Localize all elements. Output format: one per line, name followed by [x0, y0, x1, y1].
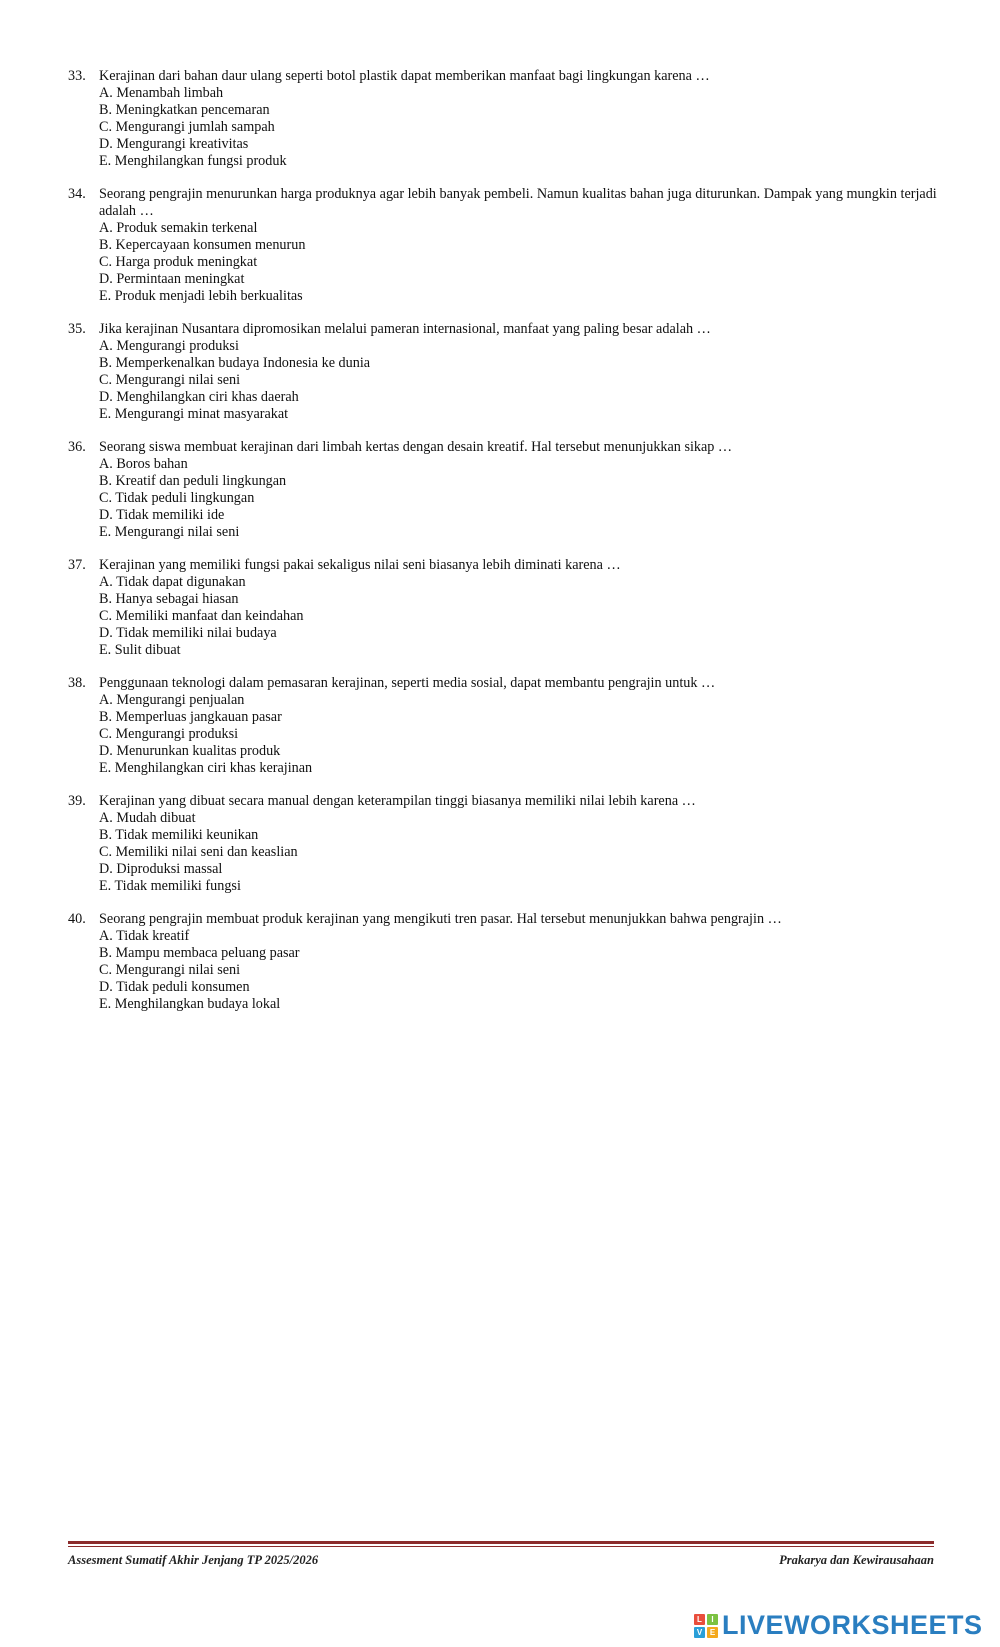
question-text: Kerajinan yang dibuat secara manual dengan keterampilan tinggi biasanya memiliki nilai lebih karena …: [99, 793, 696, 809]
answer-option: C. Mengurangi nilai seni: [99, 372, 241, 388]
question-block: [68, 675, 938, 777]
brand-text: LIVEWORKSHEETS: [722, 1610, 983, 1640]
answer-option: D. Tidak memiliki ide: [99, 507, 225, 523]
answer-option: B. Mampu membaca peluang pasar: [99, 945, 300, 961]
answer-options: [99, 220, 938, 305]
answer-options: [99, 810, 938, 895]
question-block: [68, 439, 938, 541]
answer-option: D. Tidak peduli konsumen: [99, 979, 250, 995]
answer-option: B. Memperluas jangkauan pasar: [99, 709, 282, 725]
answer-option: D. Permintaan meningkat: [99, 271, 245, 287]
answer-option: A. Produk semakin terkenal: [99, 220, 258, 236]
answer-option: A. Mengurangi penjualan: [99, 692, 245, 708]
answer-option: E. Menghilangkan budaya lokal: [99, 996, 281, 1012]
answer-option: D. Tidak memiliki nilai budaya: [99, 625, 277, 641]
answer-option: A. Mudah dibuat: [99, 810, 196, 826]
answer-option: E. Produk menjadi lebih berkualitas: [99, 288, 303, 304]
question-block: [68, 321, 938, 423]
answer-option: C. Harga produk meningkat: [99, 254, 258, 270]
question-block: [68, 911, 938, 1013]
question-text: Kerajinan yang memiliki fungsi pakai sekaligus nilai seni biasanya lebih diminati karena …: [99, 557, 621, 573]
answer-option: E. Mengurangi nilai seni: [99, 524, 240, 540]
answer-option: A. Tidak kreatif: [99, 928, 190, 944]
answer-option: C. Mengurangi jumlah sampah: [99, 119, 275, 135]
question-number: 36.: [68, 439, 86, 455]
footer-left-text: Assesment Sumatif Akhir Jenjang TP 2025/2026: [68, 1553, 319, 1567]
answer-option: B. Memperkenalkan budaya Indonesia ke dunia: [99, 355, 371, 371]
question-block: [68, 557, 938, 659]
question-number: 39.: [68, 793, 86, 809]
answer-options: [99, 574, 938, 659]
question-text: Penggunaan teknologi dalam pemasaran kerajinan, seperti media sosial, dapat membantu pengrajin untuk …: [99, 675, 716, 691]
answer-option: B. Meningkatkan pencemaran: [99, 102, 270, 118]
question-list: [68, 68, 938, 1029]
question-text: Kerajinan dari bahan daur ulang seperti botol plastik dapat memberikan manfaat bagi lingkungan karena …: [99, 68, 710, 84]
question-text: Seorang siswa membuat kerajinan dari limbah kertas dengan desain kreatif. Hal tersebut menunjukkan sikap …: [99, 439, 733, 455]
question-number: 33.: [68, 68, 86, 84]
answer-option: D. Diproduksi massal: [99, 861, 223, 877]
footer-right-text: Prakarya dan Kewirausahaan: [779, 1553, 934, 1567]
question-block: [68, 793, 938, 895]
question-text: Jika kerajinan Nusantara dipromosikan melalui pameran internasional, manfaat yang paling besar adalah …: [99, 321, 711, 337]
answer-options: [99, 456, 938, 541]
answer-option: D. Menurunkan kualitas produk: [99, 743, 281, 759]
answer-option: C. Tidak peduli lingkungan: [99, 490, 255, 506]
question-number: 34.: [68, 186, 86, 202]
question-number: 37.: [68, 557, 86, 573]
answer-option: A. Menambah limbah: [99, 85, 224, 101]
answer-option: A. Tidak dapat digunakan: [99, 574, 246, 590]
answer-option: B. Hanya sebagai hiasan: [99, 591, 239, 607]
answer-option: C. Memiliki manfaat dan keindahan: [99, 608, 304, 624]
question-number: 38.: [68, 675, 86, 691]
answer-option: C. Mengurangi nilai seni: [99, 962, 241, 978]
liveworksheets-logo-icon: L I V E: [694, 1614, 718, 1638]
answer-option: C. Mengurangi produksi: [99, 726, 239, 742]
answer-option: A. Boros bahan: [99, 456, 188, 472]
answer-option: E. Tidak memiliki fungsi: [99, 878, 241, 894]
answer-option: E. Menghilangkan fungsi produk: [99, 153, 287, 169]
answer-option: E. Mengurangi minat masyarakat: [99, 406, 289, 422]
answer-options: [99, 338, 938, 423]
question-text: Seorang pengrajin menurunkan harga produknya agar lebih banyak pembeli. Namun kualitas bahan juga diturunkan. Dampak yang mungkin terjadi adalah …: [99, 186, 937, 219]
question-block: [68, 186, 938, 305]
answer-options: [99, 928, 938, 1013]
answer-option: B. Kreatif dan peduli lingkungan: [99, 473, 287, 489]
question-number: 40.: [68, 911, 86, 927]
answer-option: E. Menghilangkan ciri khas kerajinan: [99, 760, 313, 776]
answer-option: B. Tidak memiliki keunikan: [99, 827, 259, 843]
question-block: [68, 68, 938, 170]
answer-option: B. Kepercayaan konsumen menurun: [99, 237, 306, 253]
answer-option: A. Mengurangi produksi: [99, 338, 239, 354]
answer-option: D. Mengurangi kreativitas: [99, 136, 249, 152]
footer-rule-thin: [68, 1546, 934, 1547]
question-text: Seorang pengrajin membuat produk kerajinan yang mengikuti tren pasar. Hal tersebut menunjukkan bahwa pengrajin …: [99, 911, 782, 927]
page-footer: [68, 1541, 934, 1568]
answer-option: C. Memiliki nilai seni dan keaslian: [99, 844, 298, 860]
answer-option: E. Sulit dibuat: [99, 642, 181, 658]
answer-options: [99, 692, 938, 777]
question-number: 35.: [68, 321, 86, 337]
answer-option: D. Menghilangkan ciri khas daerah: [99, 389, 299, 405]
answer-options: [99, 85, 938, 170]
footer-rule-thick: [68, 1541, 934, 1544]
liveworksheets-brand: [694, 1610, 983, 1641]
